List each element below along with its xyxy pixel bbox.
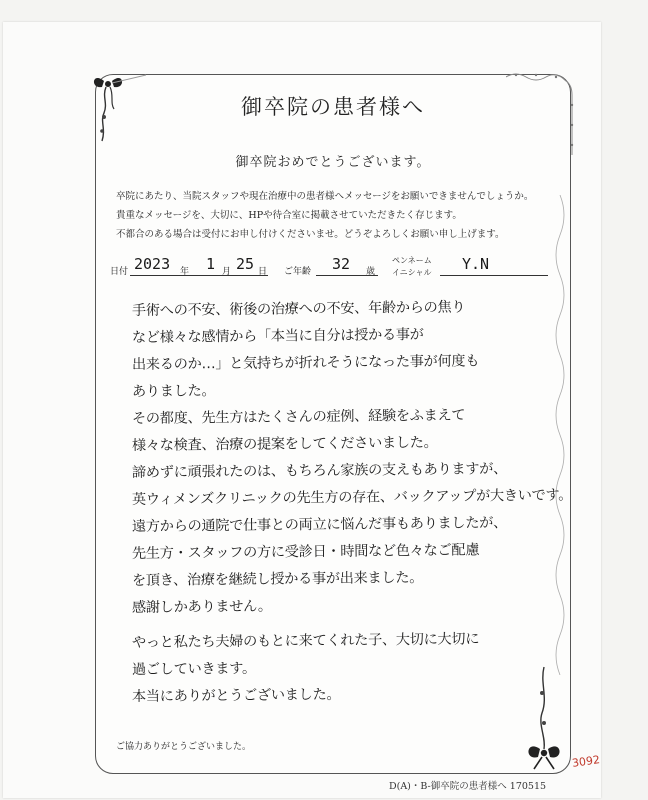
message-line: 手術への不安、術後の治療への不安、年齢からの焦り [131, 299, 466, 319]
age-label: ご年齢 [284, 267, 312, 277]
message-card [95, 74, 571, 774]
date-label: 日付 [110, 267, 129, 277]
message-line: その都度、先生方はたくさんの症例、経験をふまえて [131, 407, 466, 427]
meta-row [110, 253, 560, 279]
message-line: 感謝しかありません。 [131, 598, 272, 616]
age-field: 32 [332, 255, 351, 273]
penname-field: Y.N [462, 255, 490, 273]
message-line: 先生方・スタッフの方に受診日・時間など色々なご配慮 [131, 542, 480, 562]
intro-line: 卒院にあたり、当院スタッフや現在治療中の患者様へメッセージをお願いできませんでしょうか。 [116, 191, 534, 202]
intro-line: 貴重なメッセージを、大切に、HPや待合室に掲載させていただきたく存じます。 [116, 210, 462, 221]
document-id: D(A)・B-御卒院の患者様へ 170515 [389, 781, 547, 792]
date-month-field: 1 [206, 255, 216, 273]
message-line: 出来るのか…」と気持ちが折れそうになった事が何度も [131, 353, 480, 373]
message-line: 様々な検査、治療の提案をしてくださいました。 [131, 434, 438, 454]
congratulations-text: 御卒院おめでとうございます。 [235, 155, 431, 170]
thank-you-footer: ご協力ありがとうございました。 [116, 742, 252, 752]
message-line: 過ごしていきます。 [131, 660, 256, 678]
intro-line: 不都合のある場合は受付にお申し付けくださいませ。どうぞよろしくお願い申し上げます。 [116, 229, 505, 240]
message-line: 英ウィメンズクリニックの先生方の存在、バックアップが大きいです。 [131, 487, 573, 508]
intro-paragraph [116, 187, 556, 244]
message-line: を頂き、治療を継続し授かる事が出来ました。 [131, 569, 424, 589]
message-line: など様々な感情から「本当に自分は授かる事が [131, 326, 424, 346]
date-year-field: 2023 [134, 255, 171, 273]
age-unit: 歳 [366, 267, 376, 277]
month-unit: 月 [222, 267, 232, 277]
message-line: 遠方からの通院で仕事との両立に悩んだ事もありましたが、 [131, 515, 508, 535]
handwritten-message [131, 298, 573, 711]
handwritten-code: 3092 [571, 753, 601, 770]
day-unit: 日 [258, 267, 268, 277]
penname-label: ペンネーム [392, 256, 432, 265]
year-unit: 年 [180, 267, 190, 277]
date-day-field: 25 [236, 255, 255, 273]
message-line: やっと私たち夫婦のもとに来てくれた子、大切に大切に [131, 631, 480, 651]
paper-sheet [3, 22, 601, 798]
card-title: 御卒院の患者様へ [241, 95, 425, 119]
message-line: 本当にありがとうございました。 [131, 686, 341, 705]
message-line: ありました。 [131, 383, 216, 400]
message-line: 諦めずに頑張れたのは、もちろん家族の支えもありますが、 [131, 461, 508, 481]
initials-label: イニシャル [392, 268, 432, 277]
